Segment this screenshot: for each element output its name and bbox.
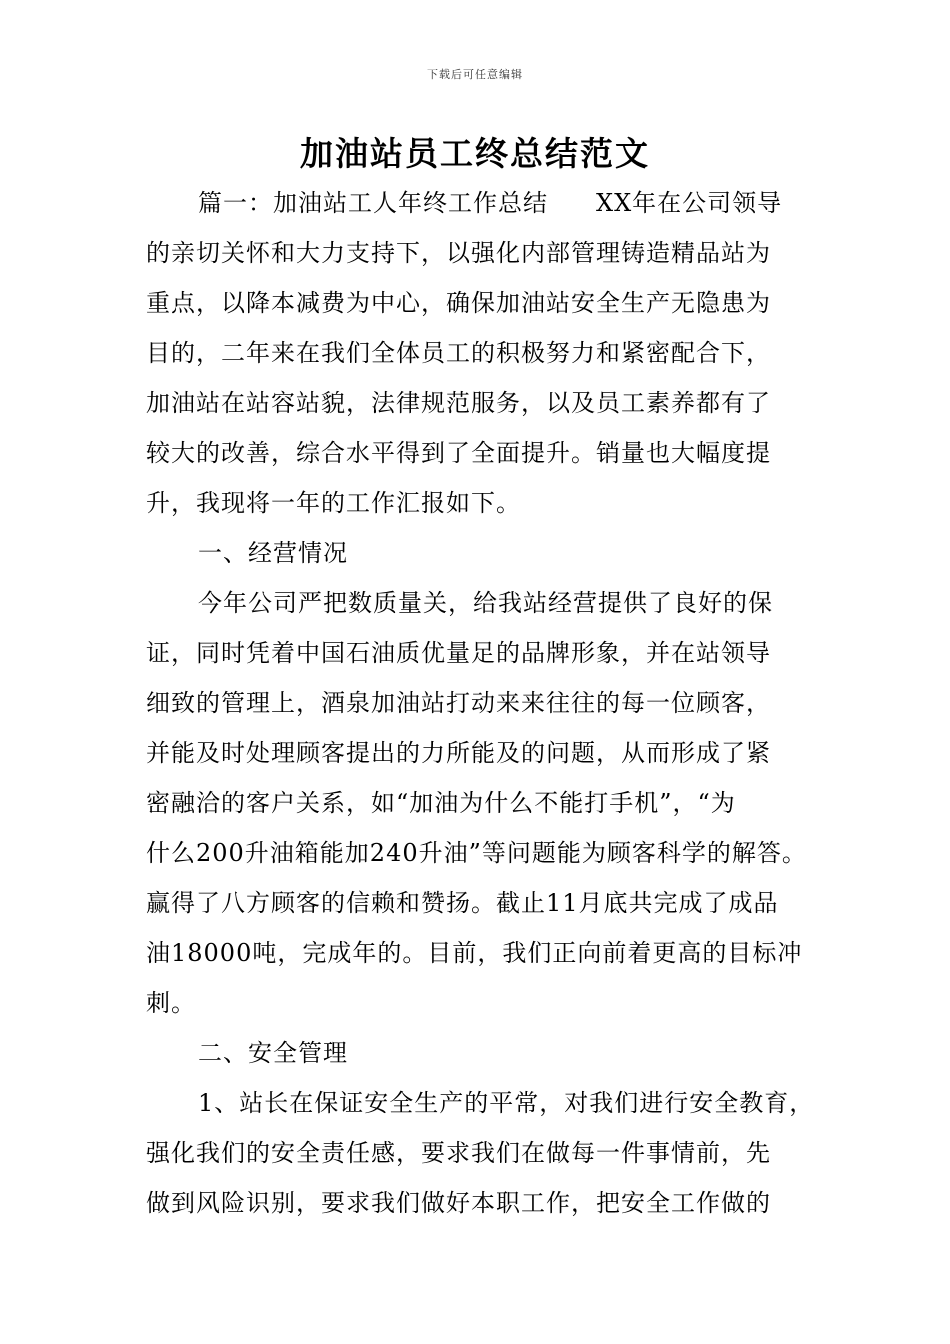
section-heading: 二、安全管理: [198, 1039, 348, 1067]
paragraph-line: 较大的改善，综合水平得到了全面提升。销量也大幅度提: [146, 439, 771, 467]
paragraph-line: 做到风险识别，要求我们做好本职工作，把安全工作做的: [146, 1189, 771, 1217]
paragraph-line: 今年公司严把数质量关，给我站经营提供了良好的保: [198, 589, 773, 617]
paragraph-line: 密融洽的客户关系，如“加油为什么不能打手机”，“为: [146, 789, 736, 817]
paragraph-line: 油18000吨，完成年的。目前，我们正向前着更高的目标冲: [146, 939, 803, 967]
header-note: 下载后可任意编辑: [427, 68, 523, 81]
section-heading: 一、经营情况: [198, 539, 348, 567]
document-body: [146, 178, 826, 1228]
paragraph-line: 并能及时处理顾客提出的力所能及的问题，从而形成了紧: [146, 739, 771, 767]
paragraph-line: 目的，二年来在我们全体员工的积极努力和紧密配合下，: [146, 339, 771, 367]
paragraph-line: 升，我现将一年的工作汇报如下。: [146, 489, 521, 517]
document-title: 加油站员工终总结范文: [300, 134, 650, 173]
paragraph-line: 刺。: [146, 989, 196, 1017]
paragraph-line: 强化我们的安全责任感，要求我们在做每一件事情前，先: [146, 1139, 771, 1167]
paragraph-line: 加油站在站容站貌，法律规范服务，以及员工素养都有了: [146, 389, 771, 417]
paragraph-line: 的亲切关怀和大力支持下，以强化内部管理铸造精品站为: [146, 239, 771, 267]
paragraph-line: 细致的管理上，酒泉加油站打动来来往往的每一位顾客，: [146, 689, 771, 717]
paragraph-line: 重点，以降本减费为中心，确保加油站安全生产无隐患为: [146, 289, 771, 317]
paragraph-line: 证，同时凭着中国石油质优量足的品牌形象，并在站领导: [146, 639, 771, 667]
paragraph-line: 什么200升油箱能加240升油”等问题能为顾客科学的解答。: [146, 839, 807, 867]
section-heading-inline: 篇一：加油站工人年终工作总结: [198, 189, 548, 217]
paragraph-line: [146, 178, 826, 228]
paragraph-line: 1、站长在保证安全生产的平常，对我们进行安全教育，: [198, 1089, 815, 1117]
paragraph-text: XX年在公司领导: [596, 189, 783, 217]
paragraph-line: 赢得了八方顾客的信赖和赞扬。截止11月底共完成了成品: [146, 889, 779, 917]
